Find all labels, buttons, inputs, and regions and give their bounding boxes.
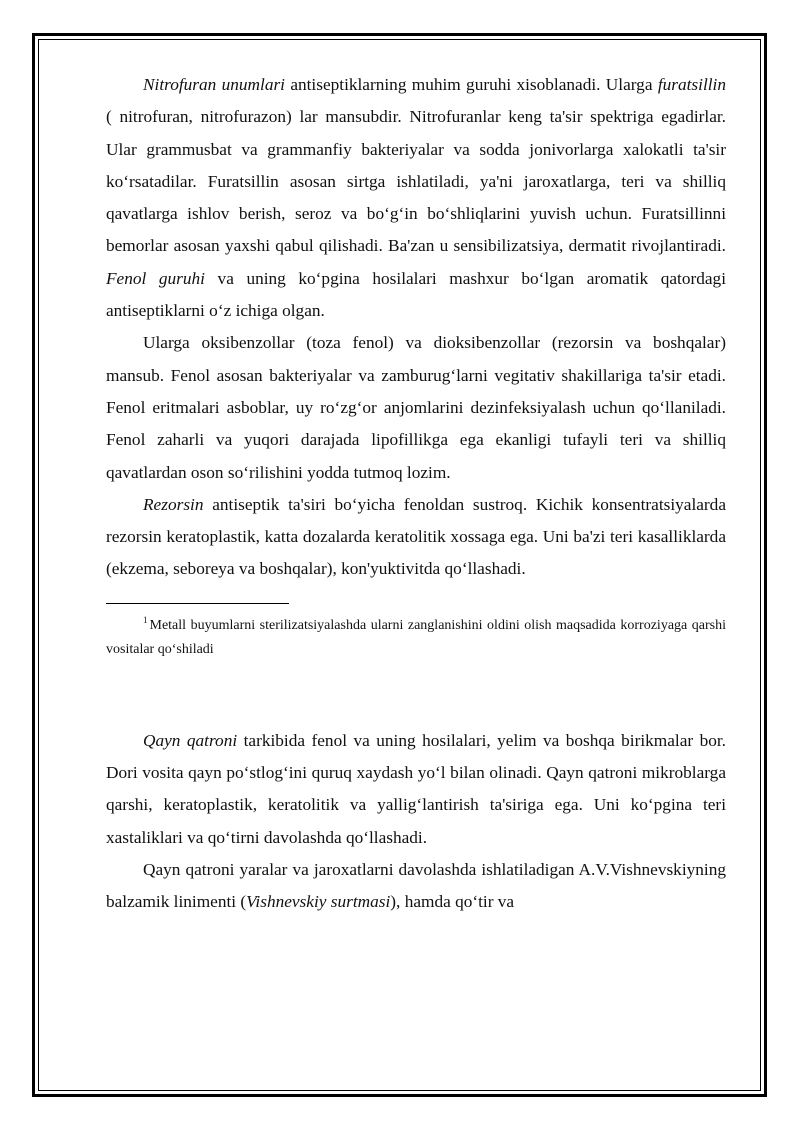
footnote-text: Metall buyumlarni sterilizatsiyalashda ularni zanglanishini oldini olish maqsadida korroziyaga qarshi vositalar qo‘shiladi bbox=[106, 617, 726, 657]
paragraph bbox=[106, 69, 726, 327]
text-run: ( nitrofuran, nitrofurazon) lar mansubdir. Nitrofuranlar keng ta'sir spektriga egadirlar. Ular grammusbat va grammanfiy bakteriyalar va sodda jonivorlarga xalokatli ta'sir ko‘rsatadilar. Furatsillin asosan sirtga ishlatiladi, ya'ni jaroxatlarga, teri va shilliq qavatlarga ishlov berish, seroz va bo‘g‘in bo‘shliqlarini yuvish uchun. Furatsillinni bemorlar asosan yaxshi qabul qilishadi. Ba'zan u sensibilizatsiya, dermatit rivojlantiradi. bbox=[106, 107, 726, 256]
italic-term: Vishnevskiy surtmasi bbox=[246, 892, 391, 912]
continued-text bbox=[106, 725, 726, 919]
italic-term: Qayn qatroni bbox=[143, 730, 238, 750]
text-run: Qayn qatroni yaralar va jaroxatlarni davolashda ishlatiladigan A.V.Vishnevskiyning balzamik linimenti ( bbox=[106, 859, 726, 912]
text-run: Ularga oksibenzollar (toza fenol) va dioksibenzollar (rezorsin va boshqalar) mansub. Fenol asosan bakteriyalar va zamburug‘larni vegitativ shakillariga ta'sir etadi. Fenol eritmalari asboblar, uy ro‘zg‘or anjomlarini dezinfeksiyalash uchun qo‘llaniladi. Fenol zaharli va yuqori darajada lipofillikga ega ekanligi tufayli teri va shilliq qavatlardan oson so‘rilishini yodda tutmoq lozim. bbox=[106, 333, 726, 482]
text-run: antiseptiklarning muhim guruhi xisoblanadi. Ularga bbox=[285, 75, 658, 94]
paragraph bbox=[106, 327, 726, 488]
document-body bbox=[106, 69, 726, 919]
italic-term: Nitrofuran unumlari bbox=[143, 75, 285, 94]
main-text bbox=[106, 69, 726, 586]
text-run: tarkibida fenol va uning hosilalari, yelim va boshqa birikmalar bor. Dori vosita qayn po‘stlog‘ini quruq xaydash yo‘l bilan olinadi. Qayn qatroni mikroblarga qarshi, keratoplastik, keratolitik va yallig‘lantirish ta'siriga ega. Uni ko‘pgina teri xastaliklari va qo‘tirni davolashda qo‘llashadi. bbox=[106, 730, 726, 847]
italic-term: Rezorsin bbox=[143, 494, 204, 514]
paragraph bbox=[106, 854, 726, 919]
paragraph bbox=[106, 725, 726, 854]
italic-term: Fenol guruhi bbox=[106, 268, 205, 288]
text-run: antiseptik ta'siri bo‘yicha fenoldan sustroq. Kichik konsentratsiyalarda rezorsin keratoplastik, katta dozalarda keratolitik xossaga ega. Uni ba'zi teri kasalliklarda (ekzema, seboreya va boshqalar), kon'yuktivitda qo‘llashadi. bbox=[106, 494, 726, 579]
footnote-separator bbox=[106, 603, 289, 604]
footnote-marker: 1 bbox=[143, 615, 148, 626]
page-gap bbox=[106, 662, 726, 725]
text-run: va uning ko‘pgina hosilalari mashxur bo‘lgan aromatik qatordagi antiseptiklarni o‘z ichiga olgan. bbox=[106, 268, 726, 321]
paragraph bbox=[106, 489, 726, 586]
italic-term: furatsillin bbox=[657, 75, 726, 94]
text-run: ), hamda qo‘tir va bbox=[390, 892, 515, 912]
footnote bbox=[106, 614, 726, 662]
